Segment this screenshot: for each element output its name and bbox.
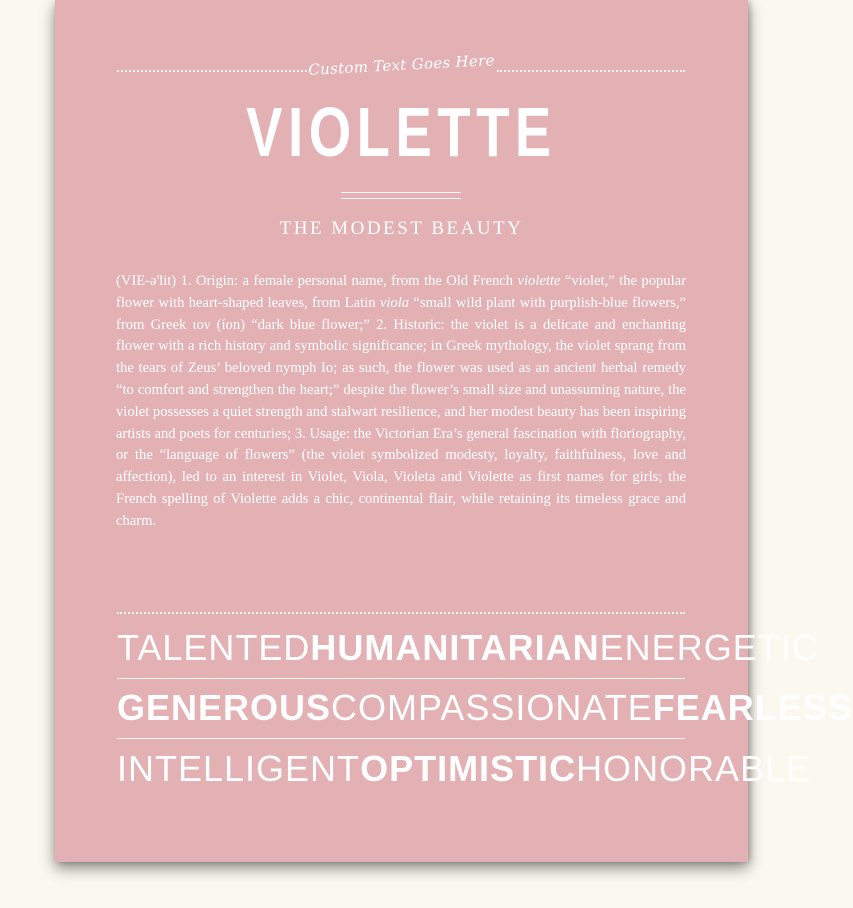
traits-row-3 [117, 745, 812, 793]
traits-row-2 [117, 684, 853, 732]
traits-row-1 [117, 624, 819, 672]
traits-divider-1 [117, 678, 685, 679]
definition-italic-violette: violette [517, 273, 561, 289]
name-subtitle: THE MODEST BEAUTY [279, 218, 524, 239]
trait-word: TALENTED [117, 627, 311, 668]
trait-word: FEARLESS [652, 687, 853, 728]
trait-word: ENERGETIC [599, 627, 819, 668]
definition-part-2: “violet,” the popular flower with heart-shaped leaves, from Latin [116, 273, 686, 311]
traits-dotted-divider [117, 612, 685, 614]
definition-italic-viola: viola [379, 294, 410, 311]
definition-part-3: “small wild plant with purplish-blue flowers,” from Greek ιον (íon) “dark blue flower;” 2. Historic: the violet is a delicate and enchanting flower with a rich history and symbolic significance; in Greek mythology, the violet sprang from the tears of Zeus’ beloved nymph Io; as such, the flower was used as an ancient herbal remedy “to comfort and strengthen the heart;” despite the flower’s small size and unassuming nature, the violet possesses a quiet strength and stalwart resilience, and her modest beauty has been inspiring artists and poets for centuries; 3. Usage: the Victorian Era’s general fascination with floriography, or the “language of flowers” (the violet symbolized modesty, loyalty, faithfulness, love and affection), led to an interest in Violet, Viola, Violeta and Violette as first names for girls; the French spelling of Violette adds a chic, continental flair, while retaining its timeless grace and charm. [116, 294, 686, 529]
top-right-dotted-divider [497, 70, 685, 72]
name-underline-bottom [341, 198, 461, 199]
trait-word: HONORABLE [576, 748, 812, 789]
pronunciation: (VIE-ə'lit) [116, 273, 177, 289]
trait-word: INTELLIGENT [117, 748, 361, 789]
name-underline-top [341, 192, 461, 193]
trait-word: OPTIMISTIC [360, 748, 577, 789]
custom-tagline: Custom Text Goes Here [307, 51, 496, 79]
trait-word: HUMANITARIAN [310, 627, 600, 668]
trait-word: COMPASSIONATE [331, 687, 653, 728]
trait-word: GENEROUS [117, 687, 332, 728]
name-definition [116, 271, 686, 533]
definition-part-1: 1. Origin: a female personal name, from the Old French [180, 273, 518, 289]
traits-divider-2 [117, 738, 685, 739]
name-title: VIOLETTE [246, 93, 557, 171]
name-poster [55, 0, 853, 862]
